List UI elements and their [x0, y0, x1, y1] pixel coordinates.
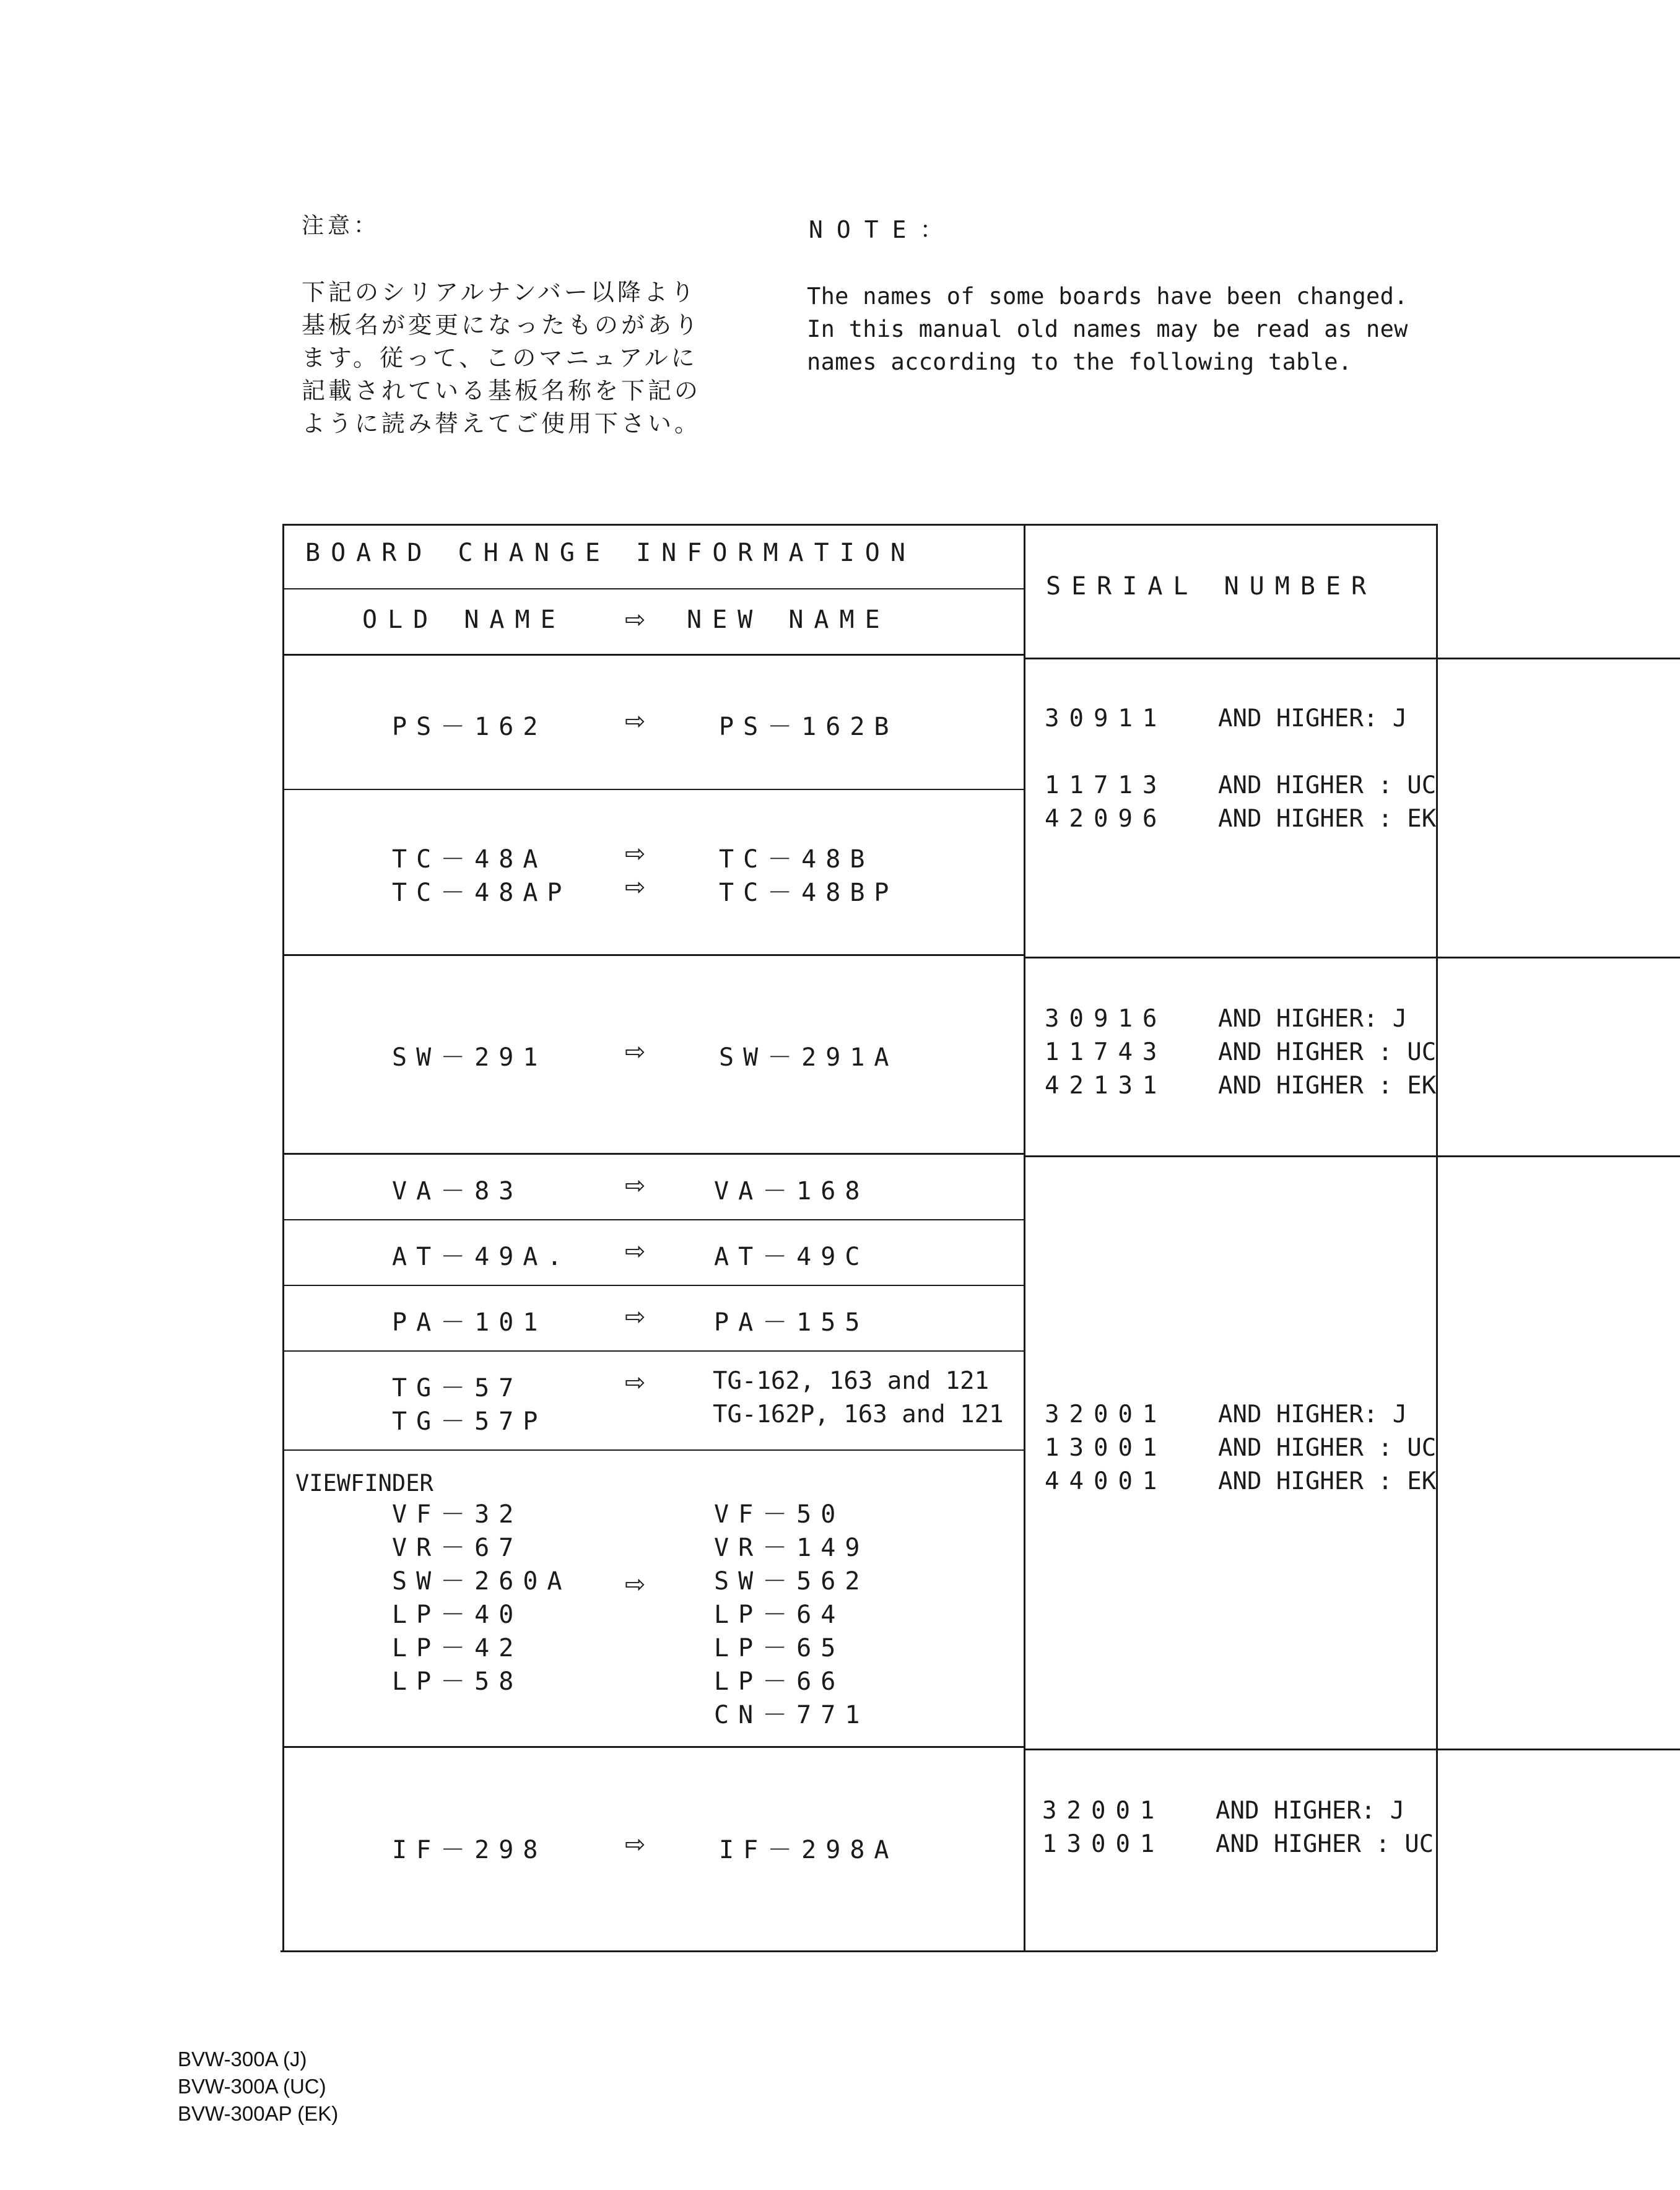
note-heading-en: NOTE：	[809, 216, 957, 243]
note-en-line: In this manual old names may be read as new	[807, 316, 1408, 342]
arrow-icon: ⇨	[625, 1038, 646, 1066]
viewfinder-old-names	[392, 1498, 572, 1698]
old-board-name: TC－48AP	[392, 879, 572, 907]
serial-number: 30911	[1045, 705, 1167, 732]
old-board-name: TC－48A	[392, 845, 547, 874]
serial-range: AND HIGHER : UC	[1216, 1830, 1434, 1858]
serial-number: 11713	[1045, 771, 1167, 799]
arrow-icon: ⇨	[625, 873, 646, 902]
serial-group-3	[1045, 1398, 1436, 1498]
new-board-name: LP－65	[714, 1634, 845, 1662]
serial-group-1	[1045, 702, 1436, 836]
table-title: BOARD CHANGE INFORMATION	[305, 539, 916, 567]
arrow-icon: ⇨	[625, 840, 646, 868]
old-board-name: LP－40	[392, 1601, 523, 1629]
model-name: BVW-300AP (EK)	[178, 2102, 339, 2125]
model-name: BVW-300A (UC)	[178, 2075, 326, 2098]
new-board-name: TC－48B	[719, 845, 874, 874]
serial-number: 13001	[1042, 1830, 1165, 1858]
column-divider	[1024, 524, 1025, 1952]
row-divider	[283, 1285, 1024, 1286]
note-jp-line: 下記のシリアルナンバー以降より	[302, 279, 697, 306]
serial-line	[1045, 1002, 1436, 1036]
new-board-name: TG-162, 163 and 121	[713, 1367, 990, 1395]
row-divider	[283, 1746, 1024, 1748]
arrow-icon: ⇨	[625, 1237, 646, 1266]
new-board-name: SW－562	[714, 1567, 869, 1596]
serial-line	[1045, 802, 1436, 836]
serial-line	[1045, 702, 1436, 769]
old-board-name: IF－298	[392, 1836, 547, 1864]
row-divider	[283, 954, 1024, 956]
serial-range: AND HIGHER : EK	[1218, 1072, 1437, 1100]
arrow-icon: ⇨	[625, 1570, 646, 1599]
note-heading-jp: 注意：	[302, 213, 380, 238]
serial-range: AND HIGHER : UC	[1218, 1434, 1437, 1462]
serial-line	[1045, 1069, 1436, 1103]
arrow-icon: ⇨	[625, 1368, 646, 1397]
new-name-header: NEW NAME	[687, 606, 890, 634]
serial-number: 32001	[1042, 1797, 1165, 1825]
serial-number: 42096	[1045, 805, 1167, 833]
serial-number: 30916	[1045, 1005, 1167, 1033]
note-body-en	[807, 280, 1408, 378]
serial-divider	[1024, 1749, 1680, 1750]
old-board-name: VR－67	[392, 1534, 523, 1562]
old-board-name: AT－49A.	[392, 1243, 572, 1271]
serial-line	[1045, 1432, 1436, 1465]
row-divider	[283, 1219, 1024, 1220]
new-board-name: VF－50	[714, 1500, 845, 1529]
old-board-name: PA－101	[392, 1308, 547, 1337]
serial-line	[1045, 769, 1436, 802]
serial-range: AND HIGHER: J	[1218, 1005, 1408, 1033]
note-jp-line: ように読み替えてご使用下さい。	[302, 410, 702, 437]
old-name-header: OLD NAME	[362, 606, 566, 634]
serial-range: AND HIGHER : UC	[1218, 771, 1437, 799]
note-jp-line: 基板名が変更になったものがあり	[302, 311, 702, 339]
new-board-name: VA－168	[714, 1177, 869, 1206]
note-en-line: names according to the following table.	[807, 349, 1352, 375]
old-board-name: TG－57	[392, 1374, 523, 1402]
serial-line	[1045, 1465, 1436, 1498]
table-border-right	[1436, 524, 1438, 1952]
arrow-icon: ⇨	[625, 1830, 646, 1859]
new-board-name: SW－291A	[719, 1043, 899, 1072]
new-board-name: LP－64	[714, 1601, 845, 1629]
serial-group-2	[1045, 1002, 1436, 1103]
viewfinder-label: VIEWFINDER	[295, 1470, 433, 1497]
serial-range: AND HIGHER: J	[1218, 705, 1408, 732]
old-board-name: VA－83	[392, 1177, 523, 1206]
table-border-bottom	[281, 1950, 1436, 1952]
new-board-name: PA－155	[714, 1308, 869, 1337]
serial-range: AND HIGHER: J	[1218, 1401, 1408, 1428]
new-board-name: PS－162B	[719, 713, 899, 741]
row-divider	[283, 588, 1024, 589]
old-board-name: LP－58	[392, 1667, 523, 1696]
old-board-name: VF－32	[392, 1500, 523, 1529]
serial-number-header: SERIAL NUMBER	[1046, 572, 1377, 601]
serial-number: 44001	[1045, 1467, 1167, 1495]
serial-divider	[1024, 957, 1680, 958]
row-divider	[283, 654, 1024, 656]
viewfinder-new-names	[714, 1498, 869, 1732]
row-divider	[283, 1449, 1024, 1451]
new-board-name: IF－298A	[719, 1836, 899, 1864]
arrow-icon: ⇨	[625, 707, 646, 736]
model-name: BVW-300A (J)	[178, 2048, 307, 2071]
arrow-icon: ⇨	[625, 1303, 646, 1331]
board-change-table	[281, 524, 1440, 1952]
serial-range: AND HIGHER: J	[1216, 1797, 1405, 1825]
new-board-name: AT－49C	[714, 1243, 869, 1271]
table-border-top	[283, 524, 1437, 526]
table-border-left	[282, 524, 284, 1952]
new-board-name: TC－48BP	[719, 879, 899, 907]
model-list	[178, 2046, 338, 2127]
serial-number: 13001	[1045, 1434, 1167, 1462]
serial-number: 42131	[1045, 1072, 1167, 1100]
new-board-name: TG-162P, 163 and 121	[713, 1401, 1004, 1428]
note-body-jp	[302, 276, 747, 440]
serial-line	[1045, 1036, 1436, 1069]
old-board-name: LP－42	[392, 1634, 523, 1662]
serial-range: AND HIGHER : EK	[1218, 805, 1437, 833]
serial-number: 11743	[1045, 1038, 1167, 1066]
old-board-name: SW－260A	[392, 1567, 572, 1596]
note-en-line: The names of some boards have been changed.	[807, 283, 1408, 310]
row-divider	[283, 1350, 1024, 1352]
header-arrow-icon: ⇨	[625, 606, 646, 634]
serial-divider	[1024, 1155, 1680, 1157]
old-board-name: TG－57P	[392, 1407, 547, 1436]
serial-line	[1042, 1828, 1434, 1861]
row-divider	[283, 1153, 1024, 1155]
serial-line	[1042, 1794, 1434, 1828]
serial-range: AND HIGHER : EK	[1218, 1467, 1437, 1495]
row-divider	[283, 789, 1024, 790]
old-board-name: SW－291	[392, 1043, 547, 1072]
serial-number: 32001	[1045, 1401, 1167, 1428]
new-board-name: VR－149	[714, 1534, 869, 1562]
note-jp-line: ます。従って、このマニュアルに	[302, 344, 698, 372]
serial-divider	[1024, 658, 1680, 659]
old-board-name: PS－162	[392, 713, 547, 741]
serial-line	[1045, 1398, 1436, 1432]
note-jp-line: 記載されている基板名称を下記の	[302, 377, 702, 404]
new-board-name: LP－66	[714, 1667, 845, 1696]
new-board-name: CN－771	[714, 1701, 869, 1729]
serial-range: AND HIGHER : UC	[1218, 1038, 1437, 1066]
arrow-icon: ⇨	[625, 1171, 646, 1200]
serial-group-4	[1042, 1794, 1434, 1861]
